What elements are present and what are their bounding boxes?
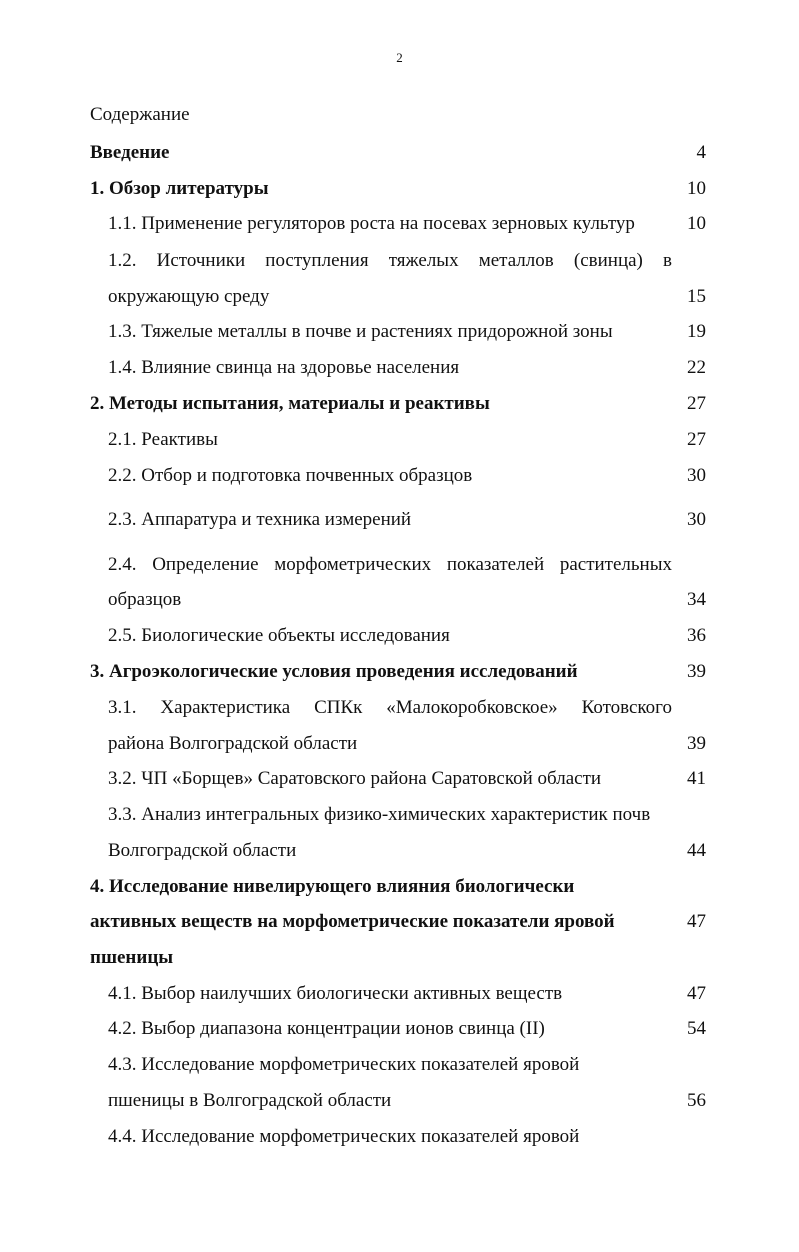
toc-entry-text: 1.3. Тяжелые металлы в почве и растениях придорожной зоны bbox=[108, 321, 613, 342]
toc-entry-text: 1.4. Влияние свинца на здоровье населения bbox=[108, 357, 460, 378]
toc-entry-text: 3.2. ЧП «Борщев» Саратовского района Саратовской области bbox=[108, 768, 602, 789]
toc-entry-text-cont: активных веществ на морфометрические показатели яровой bbox=[90, 911, 615, 932]
toc-entry-text: 2.3. Аппаратура и техника измерений bbox=[108, 509, 412, 530]
toc-entry-text: 4. Исследование нивелирующего влияния биологически bbox=[90, 876, 575, 897]
toc-entry-page: 10 bbox=[687, 213, 706, 234]
toc-entry-text: 3. Агроэкологические условия проведения исследований bbox=[90, 661, 578, 682]
toc-entry-text: 3.1. Характеристика СПКк «Малокоробковское» Котовского bbox=[108, 697, 672, 718]
toc-entry-text: 2.5. Биологические объекты исследования bbox=[108, 625, 450, 646]
toc-entry-page: 30 bbox=[687, 509, 706, 530]
toc-entry-page: 10 bbox=[687, 178, 706, 199]
toc-entry-text: 2. Методы испытания, материалы и реактивы bbox=[90, 393, 490, 414]
toc-entry-text: 2.4. Определение морфометрических показателей растительных bbox=[108, 554, 672, 575]
toc-entry-text: 4.3. Исследование морфометрических показателей яровой bbox=[108, 1054, 580, 1075]
toc-entry-page: 22 bbox=[687, 357, 706, 378]
toc-entry-page: 27 bbox=[687, 429, 706, 450]
toc-entry-text: 2.1. Реактивы bbox=[108, 429, 218, 450]
toc-entry-page: 54 bbox=[687, 1018, 706, 1039]
toc-entry-text-cont: пшеницы bbox=[90, 947, 174, 968]
toc-entry-page: 34 bbox=[687, 589, 706, 610]
toc-entry-page: 39 bbox=[687, 661, 706, 682]
toc-entry-text-cont: окружающую среду bbox=[108, 286, 270, 307]
toc-entry-text: 1.2. Источники поступления тяжелых металлов (свинца) в bbox=[108, 250, 672, 271]
toc-entry-page: 36 bbox=[687, 625, 706, 646]
toc-entry-text: 4.1. Выбор наилучших биологически активных веществ bbox=[108, 983, 563, 1004]
toc-entry-text: 4.4. Исследование морфометрических показателей яровой bbox=[108, 1126, 580, 1147]
toc-entry-page: 39 bbox=[687, 733, 706, 754]
toc-entry-text: 3.3. Анализ интегральных физико-химических характеристик почв bbox=[108, 804, 651, 825]
toc-entry-page: 19 bbox=[687, 321, 706, 342]
toc-entry-text: 1. Обзор литературы bbox=[90, 178, 269, 199]
toc-entry-page: 44 bbox=[687, 840, 706, 861]
toc-title: Содержание bbox=[90, 104, 190, 125]
toc-entry-text-cont: пшеницы в Волгоградской области bbox=[108, 1090, 392, 1111]
toc-entry-text: 1.1. Применение регуляторов роста на посевах зерновых культур bbox=[108, 213, 635, 234]
toc-entry-text: Введение bbox=[90, 142, 170, 163]
toc-entry-page: 27 bbox=[687, 393, 706, 414]
toc-entry-text-cont: образцов bbox=[108, 589, 182, 610]
toc-entry-page: 41 bbox=[687, 768, 706, 789]
toc-entry-page: 4 bbox=[696, 142, 706, 163]
toc-entry-text: 4.2. Выбор диапазона концентрации ионов свинца (II) bbox=[108, 1018, 545, 1039]
toc-entry-page: 30 bbox=[687, 465, 706, 486]
toc-entry-page: 47 bbox=[687, 983, 706, 1004]
toc-entry-text-cont: района Волгоградской области bbox=[108, 733, 358, 754]
page-number: 2 bbox=[396, 50, 403, 65]
toc-entry-page: 15 bbox=[687, 286, 706, 307]
toc-entry-text-cont: Волгоградской области bbox=[108, 840, 297, 861]
toc-entry-text: 2.2. Отбор и подготовка почвенных образцов bbox=[108, 465, 473, 486]
toc-entry-page: 47 bbox=[687, 911, 706, 932]
toc-entry-page: 56 bbox=[687, 1090, 706, 1111]
